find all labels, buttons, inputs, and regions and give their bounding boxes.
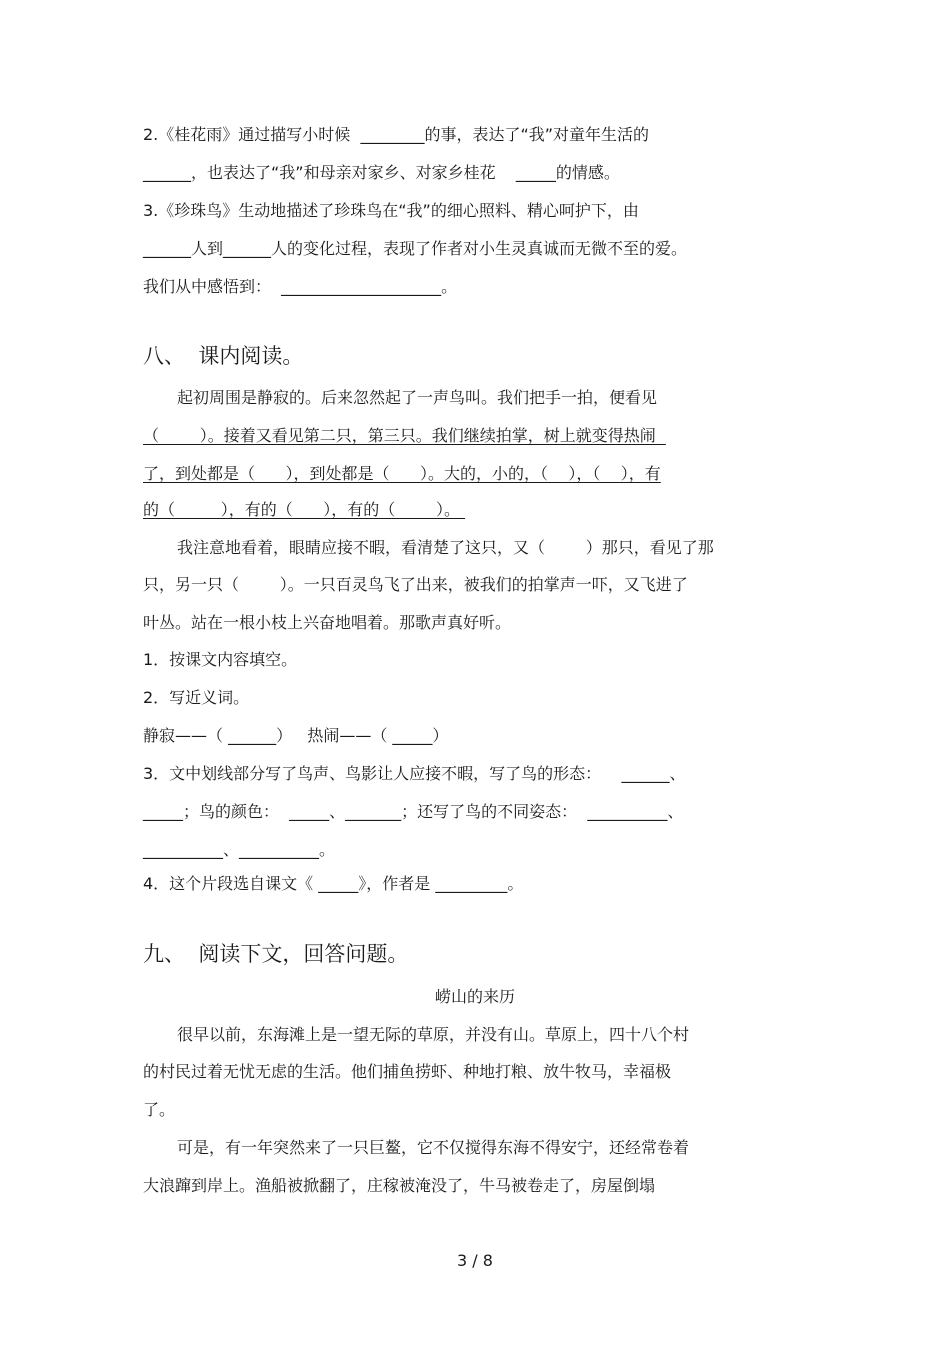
passage-line	[177, 388, 677, 408]
section-9-heading: 九、 阅读下文，回答问题。	[143, 942, 409, 966]
question-3-line-3: 我们从中感悟到： ____________________。	[143, 277, 458, 296]
question-line: 2．写近义词。	[143, 688, 250, 707]
question-3-line-1: 3.《珍珠鸟》生动地描述了珍珠鸟在“我”的细心照料、精心呵护下，由	[143, 201, 639, 220]
question-line: _____；鸟的颜色： _____、_______；还写了鸟的不同姿态： __________、	[143, 802, 684, 821]
question-line: 1．按课文内容填空。	[143, 650, 298, 669]
passage-line: 我注意地看着，眼睛应接不暇，看清楚了这只，又（ ）那只，看见了那	[177, 538, 714, 557]
question-line: __________、__________。	[143, 840, 336, 859]
question-2-line-1: 2.《桂花雨》通过描写小时候 ________的事，表达了“我”对童年生活的	[143, 125, 650, 144]
passage-line: 叶丛。站在一根小枝上兴奋地唱着。那歌声真好听。	[143, 613, 512, 632]
synonym-line: 静寂——（ ______） 热闹——（ _____）	[143, 726, 449, 745]
question-line: 3．文中划线部分写了鸟声、鸟影让人应接不暇，写了鸟的形态： ______、	[143, 764, 686, 783]
section-8-heading: 八、 课内阅读。	[143, 344, 304, 368]
article-line: 很早以前，东海滩上是一望无际的草原，并没有山。草原上，四十八个村	[177, 1025, 690, 1044]
article-line: 了。	[143, 1100, 176, 1119]
passage-text: 起初周围是静寂的。后来忽然起了一声鸟叫。我们把手一拍，便看见	[177, 388, 678, 407]
page-number: 3 / 8	[457, 1251, 493, 1270]
passage-underlined-line: 了，到处都是（ ），到处都是（ ）。大的，小的，（ ），（ ），有	[143, 464, 661, 483]
question-line: 4．这个片段选自课文《 _____》，作者是 _________。	[143, 874, 524, 893]
passage-underlined-line: （ ）。接着又看见第二只，第三只。我们继续拍掌，树上就变得热闹	[143, 426, 666, 445]
article-line: 可是，有一年突然来了一只巨鳌，它不仅搅得东海不得安宁，还经常卷着	[177, 1138, 690, 1157]
article-title: 崂山的来历	[434, 987, 515, 1006]
article-line: 的村民过着无忧无虑的生活。他们捕鱼捞虾、种地打粮、放牛牧马，幸福极	[143, 1062, 672, 1081]
passage-line: 只，另一只（ ）。一只百灵鸟飞了出来，被我们的拍掌声一吓，又飞进了	[143, 575, 688, 594]
question-2-line-2: ______，也表达了“我”和母亲对家乡、对家乡桂花 _____的情感。	[143, 163, 620, 182]
passage-underlined-line: 的（ ），有的（ ），有的（ ）。	[143, 500, 466, 519]
question-3-line-2: ______人到______人的变化过程，表现了作者对小生灵真诚而无微不至的爱。	[143, 239, 688, 258]
article-line: 大浪蹿到岸上。渔船被掀翻了，庄稼被淹没了，牛马被卷走了，房屋倒塌	[143, 1176, 656, 1195]
